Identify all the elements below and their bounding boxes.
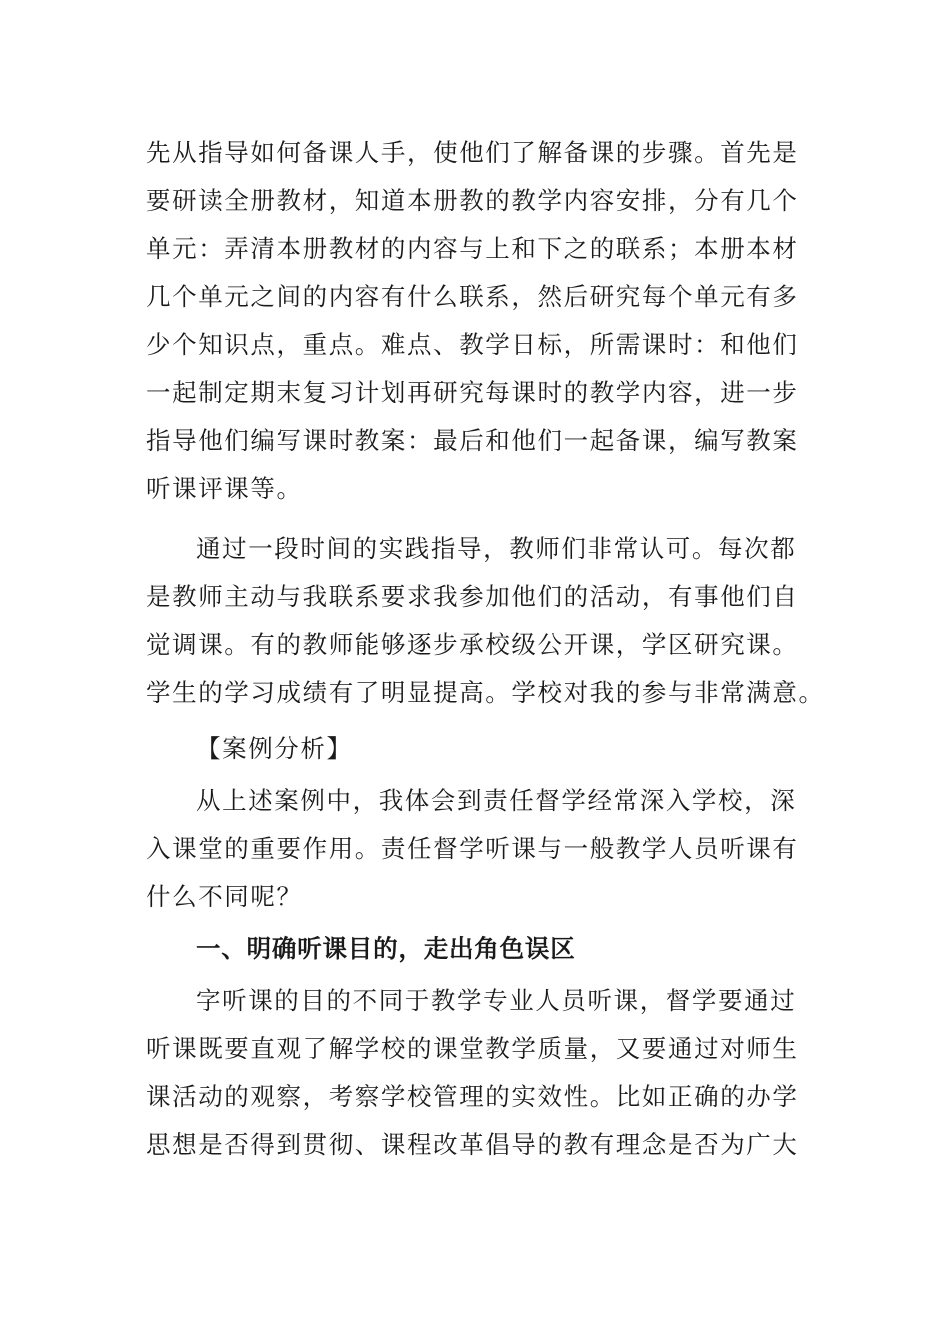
text-line: 什么不同呢？ — [146, 882, 303, 911]
text-line: 先从指导如何备课人手，使他们了解备课的步骤。首先是 — [146, 138, 799, 167]
paragraph-2 — [146, 525, 825, 717]
text-line: 觉调课。有的教师能够逐步承校级公开课，学区研究课。 — [146, 630, 799, 659]
text-line: 听课既要直观了解学校的课堂教学质量，又要通过对师生 — [146, 1034, 799, 1063]
paragraph-4 — [146, 977, 816, 1169]
text-line: 一起制定期末复习计划再研究每课时的教学内容，进一步 — [146, 378, 799, 407]
text-line: 字听课的目的不同于教学专业人员听课，督学要通过 — [196, 986, 797, 1015]
paragraph-3 — [146, 777, 816, 921]
text-line: 从上述案例中，我体会到责任督学经常深入学校，深 — [196, 786, 797, 815]
text-line: 听课评课等。 — [146, 474, 303, 503]
text-line: 指导他们编写课时教案：最后和他们一起备课，编写教案 — [146, 426, 799, 455]
text-line: 课活动的观察，考察学校管理的实效性。比如正确的办学 — [146, 1082, 799, 1111]
text-line: 入课堂的重要作用。责任督学听课与一般教学人员听课有 — [146, 834, 799, 863]
text-line: 单元：弄清本册教材的内容与上和下之的联系；本册本材 — [146, 234, 799, 263]
text-line: 学生的学习成绩有了明显提高。学校对我的参与非常满意。 — [146, 678, 825, 707]
section-heading: 一、明确听课目的，走出角色误区 — [196, 934, 576, 963]
paragraph-1 — [146, 129, 816, 513]
text-line: 几个单元之间的内容有什么联系，然后研究每个单元有多 — [146, 282, 799, 311]
section-heading-block — [146, 925, 816, 973]
text-line: 思想是否得到贯彻、课程改革倡导的教有理念是否为广大 — [146, 1130, 799, 1159]
text-line: 要研读全册教材，知道本册教的教学内容安排，分有几个 — [146, 186, 799, 215]
text-line: 少个知识点，重点。难点、教学日标，所需课时：和他们 — [146, 330, 799, 359]
text-line: 通过一段时间的实践指导，教师们非常认可。每次都 — [196, 534, 797, 563]
text-line: 是教师主动与我联系要求我参加他们的活动，有事他们自 — [146, 582, 799, 611]
case-analysis-label-block — [146, 725, 816, 773]
case-analysis-label: 【案例分析】 — [196, 734, 353, 763]
